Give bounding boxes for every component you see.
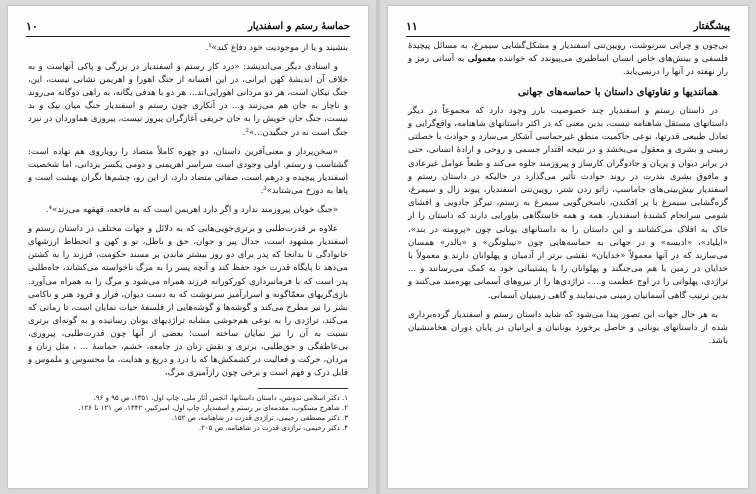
paragraph: به هر حال جهات این تصور پیدا می‌شود که شاید داستان رستم و اسفندیار گرده‌برداری شده از داستانهای یونانی و حاصل برخورد یونانیان و ایرانیان در پایان دوران هخامنشیان باشد. bbox=[408, 309, 728, 347]
paragraph: در داستان رستم و اسفندیار چند خصوصیت بارز وجود دارد که مجموعاً در دیگر داستانهای مستقل شاهنامه نیست، بدین معنی که در اکثر داستانهای شاهنامه، واقع‌گرایی و تعادل طبیعی قدرتها، نوعی حاکمیت منطق غیرحماسی آشکار می‌سازد و حوادث با خصلتی زمینی و بشری و معقول می‌بخشد و در نتیجه اقتدار جسمی و روحی و ارادهٔ انسانی، حتی در برابر دیوان و پریان و جادوگران کارساز و پیروزمند جلوه می‌کند و طبعاً عوامل غیرعادی و مافوق بشری بندرت در روند حوادث تأثیر می‌گذارد در حالیکه در داستان رستم و اسفندیار بیش‌بینی‌های جاماسپ، زاتو زدن شتر، رویین‌تنی اسفندیار، پیوند زال و سیمرغ، گره‌گشایی سیمرغ با پر افکندن، ناسخن‌گویی سیمرغ به رستم، تیرگز جادویی و افشای شومی سرانجام کشندهٔ اسفندیار، همه و همه خاستگاهی ماورایی دارند که داستان را از خاک به افلاک می‌کشانند و این داستان را به داستانهای یونانی چون «پرومته در بند»، «ایلیاد»، «ادیسه» و در جهانی به حماسه‌هایی چون «نیبلونگن» و «بالدر» همسان می‌سازند که در آنها معمولاً «خدایان» نقشی برتر از آدمیان و پهلوانان دارند و معمولاً با خدایان در زمین با هم می‌جنگند و پهلوانان را با پشتیبانی خود به کمک می‌رسانند و ... تراژدی، پهلوانی را در اوج عظمت و... ، تراژدی‌ها را از نیروهای آسمانی بهره‌مند می‌کنند و بدین ترتیب گاهی آسمانیان زمینی می‌نمایند و گاهی زمینیان آسمانی. bbox=[408, 105, 728, 301]
left-page-number: ۱۰ bbox=[26, 20, 38, 33]
paragraph: «جنگ خوبان پیروزمند ندارد و اگر دارد اهریمن است که به فاجعه، قهقهه می‌زند»⁴. bbox=[45, 205, 338, 216]
footnote: ۳. دکتر مصطفی رحیمی، تراژدی قدرت در شاهنامه، ص ۱۵۲. bbox=[171, 414, 348, 423]
intro-text-start: بی‌چون و چرایی سرنوشت، رویین‌تنی اسفندیار و مشکل‌گشایی سیمرغ، به مسائل پیچیدهٔ فلسفی و بینش‌های خاص انسان اساطیری می‌پیوندد که خواننده bbox=[408, 41, 728, 65]
right-page-header bbox=[406, 20, 730, 37]
footnote-divider bbox=[258, 388, 348, 389]
intro-paragraph bbox=[408, 40, 728, 80]
paragraph: بنشیند و یا از موجودیت خود دفاع کند»¹. bbox=[205, 43, 348, 53]
footnote: ۲. شاهرخ مسکوب، مقدمه‌ای بر رستم و اسفندیار، چاپ اول، امیرکبیر، ۱۳۴۲، ص ۱۲۱ تا ۱۲۶. bbox=[78, 404, 348, 413]
paragraph: و اسنادی دیگر می‌اندیشد: «درد کار رستم و اسفندیار در بزرگی و پاکی آنهاست و به خلاف آن اندیشهٔ کهن ایرانی، در این افسانه از جنگ اهورا و اهریمن نشانی نیست، این، جنگ نیکان است، هر دو مردانی اهورایی‌اند... هر دو با هدفی یگانه، به راهی دوگانه می‌روند و ناچار به جان هم می‌زنند و... در آنکاری چون رستم و اسفندیار جنگ میان نیک و بد نیست، جنگ جان خویش را به جان حریفی آغازگران پیروز نیست، پیروزی هماوردان در نبرد جنگ است نه در جنگیدن...»². bbox=[28, 62, 348, 138]
right-page-body bbox=[408, 40, 728, 354]
left-page bbox=[8, 6, 368, 488]
paragraph: «سخن‌پرداز و معنی‌آفرین داستان، دو چهره کاملاً متضاد را رویاروی هم نهاده است: گشتاسب و رستم. اولی وجودی است سراسر اهریمنی و دومی یکسر یزدانی، اما شخصیت اسفندیار پیچیده و درهم است، صفاتی متضاد دارد، از این رو، چشم‌ها نگران بهشت است و پاها به دوزخ می‌شتابد»³. bbox=[28, 146, 348, 196]
footnote: ۴. دکتر رحیمی، تراژدی قدرت در شاهنامه، ص ۲۰۵. bbox=[198, 424, 348, 433]
section-heading: همانندیها و تفاوتهای داستان با حماسه‌های جهانی bbox=[518, 86, 718, 98]
intro-bold-word: معمولی bbox=[467, 54, 496, 65]
right-page-number: ۱۱ bbox=[406, 20, 418, 33]
left-page-body bbox=[28, 42, 348, 433]
footnotes bbox=[28, 393, 348, 433]
left-running-title: حماسهٔ رستم و اسفندیار bbox=[247, 21, 350, 32]
left-page-header bbox=[26, 20, 350, 37]
book-gutter bbox=[376, 0, 380, 494]
right-running-title: پیشگفتار bbox=[693, 21, 730, 32]
footnote: ۱. دکتر اسلامی ندوشن، داستان داستانها، انجمن آثار ملی، چاپ اول، ۱۳۵۱، ص ۹۵ و ۹۶. bbox=[93, 394, 348, 403]
right-page bbox=[388, 6, 748, 488]
intro-text-end: به آسانی رمز و راز نهفته در آنها را درنمی‌یابد. bbox=[408, 54, 728, 78]
paragraph: علاوه بر قدرت‌طلبی و برتری‌جویی‌هایی که به دلائل و جهات مختلف در داستان رستم و اسفندیار مشهود است، جدال پیر و جوان، حق و باطل، نو و کهن و انحطاط ارزشهای خانوادگی تا بدانجا که پدر برای دو روز بیشتر ماندن بر مسند حکومت، فرزند را به کشتن می‌دهد تا پایگاه قدرت خود حفظ کند و آنچه پسر را به مرگ ناخواسته می‌کشاند، جاه‌طلبی پدر است که با فرمانبرداری کورکورانه فرزند همراه می‌شود و مرگ را به همراه می‌آورد. بازی‌گریهای معمّاگونه و اسرارآمیز سرنوشت که به دست دیوان، فراز و فرود هنر و ناکامی بشر را نیز مطرح می‌کند و گوشه‌ها و گوشه‌هایی از فلسفهٔ حیات نمایان است، تا زمانی که می‌کند، تراژدی را به نوعی هم‌جوشی مشابه تراژدیهای یونان رسانیده و به گونه‌ای برتری نسبت به آن را نیز نمایان ساخته است؛ بعضی از آنها چون قدرت‌طلبی، پیروزی، بی‌عاطفگی و حق‌طلبی، برتری و نقش زنان در جامعه، خشم، حماسهٔ ... ، مثل زنان و مردان، حرکت و فعالیت در کشمکش‌ها که با درد و دریغ و هدایت، ما محسوس و ملموس و قابل درک و فهم است و برخی چون رازآمیزی مرگ، bbox=[28, 224, 348, 379]
